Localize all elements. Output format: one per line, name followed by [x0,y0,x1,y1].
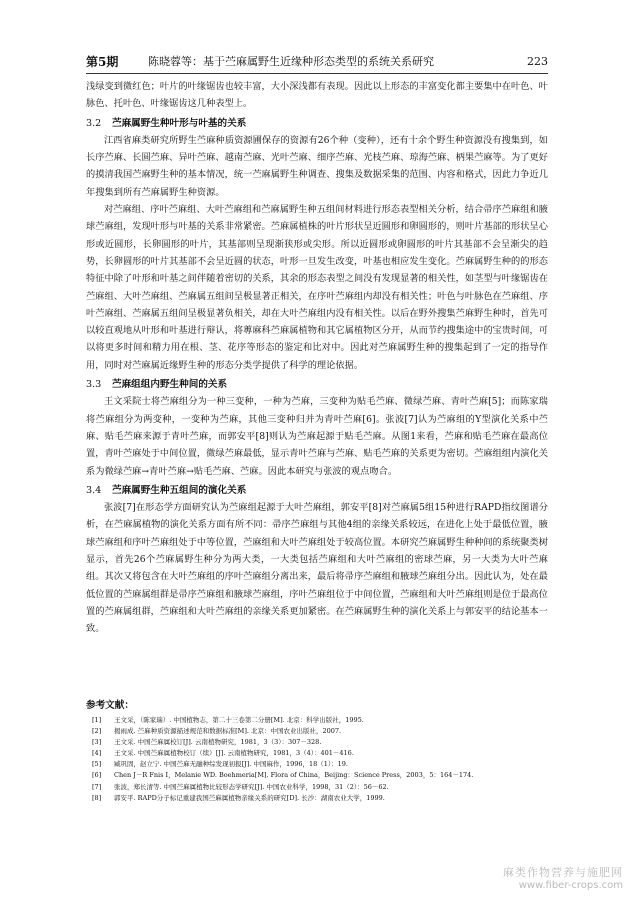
watermark-name: 麻类作物营养与施肥网 [503,866,623,879]
section-heading [86,115,548,132]
section-title: 苎麻组组内野生种间的关系 [112,379,228,391]
watermark-url: www.fiber-crops.com [518,880,623,891]
reference-index: [4] [92,749,102,758]
issue-number: 第5期 [86,55,119,69]
article-body [86,78,548,638]
reference-item [86,793,556,804]
header-rule [86,73,548,74]
reference-text: 张波，郑长清等. 中国苎麻属植物比较形态学研究[J]. 中国农业科学，1998，31（2）：56－62. [114,782,389,791]
running-title: 陈晓蓉等：基于苎麻属野生近缘种形态类型的系统关系研究 [148,55,434,68]
reference-item [86,715,556,726]
reference-index: [1] [92,716,102,724]
reference-item [86,748,556,759]
reference-item [86,737,556,748]
reference-text: 王文采，（陈家瑞）. 中国植物志，第二十三卷第二分册[M]. 北京：科学出版社，1995. [114,716,364,724]
section-3-2 [86,115,548,374]
body-paragraph: 王文采院士将苎麻组分为一种三变种，一种为苎麻，三变种为贴毛苎麻、微绿苎麻、青叶苎麻[5]；而陈家瑞将苎麻组分为两变种，一变种为苎麻，其他三变种归并为青叶苎麻[6]。张波[7]认为苎麻组的Y型演化关系中苎麻、贴毛苎麻来源于青叶苎麻，而郭安平[8]则认为苎麻起源于贴毛苎麻。从图1来看，苎麻和贴毛苎麻在最高位置，青叶苎麻处于中间位置，微绿苎麻最低，显示青叶苎麻与苎麻、贴毛苎麻的关系更为密切。苎麻组组内演化关系为微绿苎麻→青叶苎麻→贴毛苎麻、苎麻。因此本研究与张波的观点吻合。 [86,396,548,477]
reference-text: 王文采. 中国苎麻属校订[J]. 云南植物研究，1981，3（3）：307－328. [114,738,322,747]
section-number: 3.2 [86,117,102,129]
reference-index: [7] [92,782,102,791]
reference-text: Chen J－R Fnis I，Melanie WD. Boehmeria[M]. Flora of China，Beijing：Science Press，2003，5：164－174. [114,771,474,780]
section-number: 3.3 [86,379,102,391]
reference-item [86,770,556,781]
intro-paragraph: 浅绿变到微红色；叶片的叶缘锯齿也较丰富，大小深浅都有表现。因此以上形态的丰富变化都主要集中在叶色、叶脉色、托叶色、叶缘锯齿这几种表型上。 [86,81,548,110]
section-number: 3.4 [86,484,102,496]
reference-index: [8] [92,793,102,802]
reference-text: 揭雨成. 苎麻种质资源描述规范和数据标准[M]. 北京：中国农业出版社，2007. [114,727,342,736]
body-paragraph: 江西省麻类研究所野生苎麻种质资源圃保存的资源有26个种（变种），还有十余个野生种资源没有搜集到，如长序苎麻、长圆苎麻、异叶苎麻、越南苎麻、光叶苎麻、细序苎麻、光枝苎麻、琼海苎麻、柄果苎麻等。为了更好的摸清我国苎麻野生种的基本情况，统一苎麻属野生种调查、搜集及数据采集的范围、内容和格式，因此力争近几年搜集到所有苎麻属野生种资源。 [86,134,548,198]
reference-index: [2] [92,727,102,736]
reference-item [86,726,556,737]
section-3-3 [86,376,548,480]
body-paragraph: 对苎麻组、序叶苎麻组、大叶苎麻组和苎麻属野生种五组间材料进行形态表型相关分析，结合帚序苎麻组和腋球苎麻组，发现叶形与叶基的关系非常紧密。苎麻属植株的叶片形状呈近圆形和卵圆形的，则叶片基部的形状呈心形或近圆形，长卵圆形的叶片，其基部则呈现渐狭形或尖形。所以近圆形或卵圆形的叶片其基部不会呈渐尖的趋势，长卵圆形的叶片其基部不会呈近圆的状态，叶形一旦发生改变，叶基也相应发生变化。苎麻属野生种的的形态特征中除了叶形和叶基之间伴随着密切的关系，其余的形态表型之间没有发现显著的相关性，如茎型与叶缘锯齿在苎麻组、大叶苎麻组、苎麻属五组间呈极显著正相关，在序叶苎麻组内却没有相关性；叶色与叶脉色在苎麻组、序叶苎麻组、苎麻属五组间呈极显著负相关，却在大叶苎麻组内没有相关性。以后在野外搜集苎麻野生种时，首先可以较直观地从叶形和叶基进行辩认，将蓴麻科苎麻属植物和其它属植物区分开，从而节约搜集途中的宝贵时间，可以将更多时间和精力用在根、茎、花序等形态的鉴定和比对中。因此对苎麻属野生种的搜集起到了一定的指导作用，同时对苎麻属近缘野生种的形态分类学提供了科学的理论依据。 [86,204,548,371]
references-title: 参考文献： [86,700,134,711]
page-header [86,50,548,72]
body-paragraph: 张波[7]在形态学方面研究认为苎麻组起源于大叶苎麻组，郭安平[8]对苎麻属5组15种进行RAPD指纹图谱分析，在苎麻属植物的演化关系方面有所不同：帚序苎麻组与其他4组的亲缘关系较远，在进化上处于最低位置，腋球苎麻组和序叶苎麻组处于中等位置，苎麻组和大叶苎麻组处于较高位置。本研究苎麻属野生种种间的系统聚类树显示，首先26个苎麻属野生种分为两大类，一大类包括苎麻组和大叶苎麻组的密球苎麻，另一大类为大叶苎麻组。其次又将包含在大叶苎麻组的序叶苎麻组分离出来，最后将帚序苎麻组和腋球苎麻组分出。因此认为，处在最低位置的苎麻属组群是帚序苎麻组和腋球苎麻组，序叶苎麻组位于中间位置，苎麻组和大叶苎麻组则是位于最高位置的苎麻属组群，苎麻组和大叶苎麻组的亲缘关系更加紧密。在苎麻属野生种的演化关系上与郭安平的结论基本一致。 [86,502,548,635]
reference-index: [3] [92,738,102,747]
reference-item [86,759,556,770]
references [86,697,556,804]
page-number: 223 [527,55,548,68]
reference-index: [5] [92,760,102,769]
section-title: 苎麻属野生种叶形与叶基的关系 [112,117,247,129]
section-heading [86,376,548,393]
section-3-4 [86,482,548,638]
site-watermark [503,864,623,891]
reference-item [86,782,556,793]
section-heading [86,482,548,499]
reference-index: [6] [92,771,102,780]
section-title: 苎麻属野生种五组间的演化关系 [112,484,247,496]
reference-text: 臧巩固，赵立宁. 中国苎麻无融种综发现初报[J]. 中国麻作，1996，18（1）：19. [114,760,348,769]
reference-text: 郭安平. RAPD分子标记重建我国苎麻属植物亲缘关系的研究[D]. 长沙：湖南农业大学，1999. [114,793,385,802]
reference-text: 王文采. 中国苎麻属植物校订（续）[J]. 云南植物研究，1981，3（4）：401－416. [114,749,354,758]
